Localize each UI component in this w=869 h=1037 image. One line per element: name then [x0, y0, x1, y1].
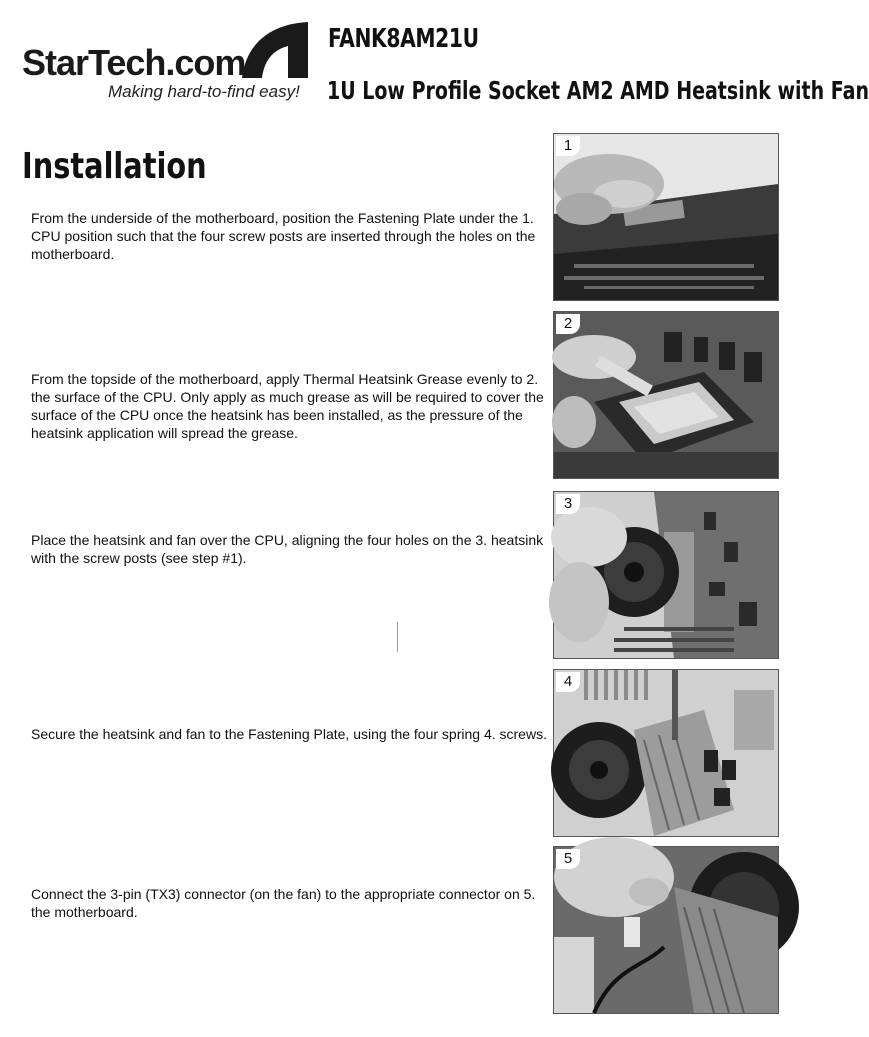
product-title: 1U Low Profile Socket AM2 AMD Heatsink with Fan — [327, 76, 869, 105]
logo-tagline: Making hard-to-find easy! — [108, 82, 300, 101]
logo-wordmark: StarTech.com — [22, 42, 246, 83]
step-3-photo — [553, 491, 779, 659]
step-3-text: Place the heatsink and fan over the CPU, aligning the four holes on the 3. heatsink with the screw posts (see step #1). — [31, 532, 544, 566]
step-1-photo-number: 1 — [556, 136, 580, 156]
step-4-photo — [553, 669, 779, 837]
divider-line — [397, 622, 398, 652]
product-sku: FANK8AM21U — [328, 24, 479, 54]
step-2-photo — [553, 311, 779, 479]
logo-swoosh-icon — [236, 22, 312, 78]
step-3-photo-number: 3 — [556, 494, 580, 514]
startech-logo — [22, 22, 322, 112]
step-4-text: Secure the heatsink and fan to the Fastening Plate, using the four spring 4. screws. — [31, 726, 547, 742]
step-5-photo-number: 5 — [556, 849, 580, 869]
step-1-photo — [553, 133, 779, 301]
step-2-photo-number: 2 — [556, 314, 580, 334]
section-title: Installation — [22, 146, 207, 187]
step-5-photo — [553, 846, 779, 1014]
step-2-text: From the topside of the motherboard, apply Thermal Heatsink Grease evenly to 2. the surface of the CPU. Only apply as much grease as will be required to cover the surface of the CPU once the heatsink has been installed, as the pressure of the heatsink application will spread the grease. — [31, 371, 544, 441]
step-5-text: Connect the 3-pin (TX3) connector (on the fan) to the appropriate connector on 5. the motherboard. — [31, 886, 536, 920]
step-4-photo-number: 4 — [556, 672, 580, 692]
step-1-text: From the underside of the motherboard, position the Fastening Plate under the 1. CPU position such that the four screw posts are inserted through the holes on the motherboard. — [31, 210, 536, 262]
